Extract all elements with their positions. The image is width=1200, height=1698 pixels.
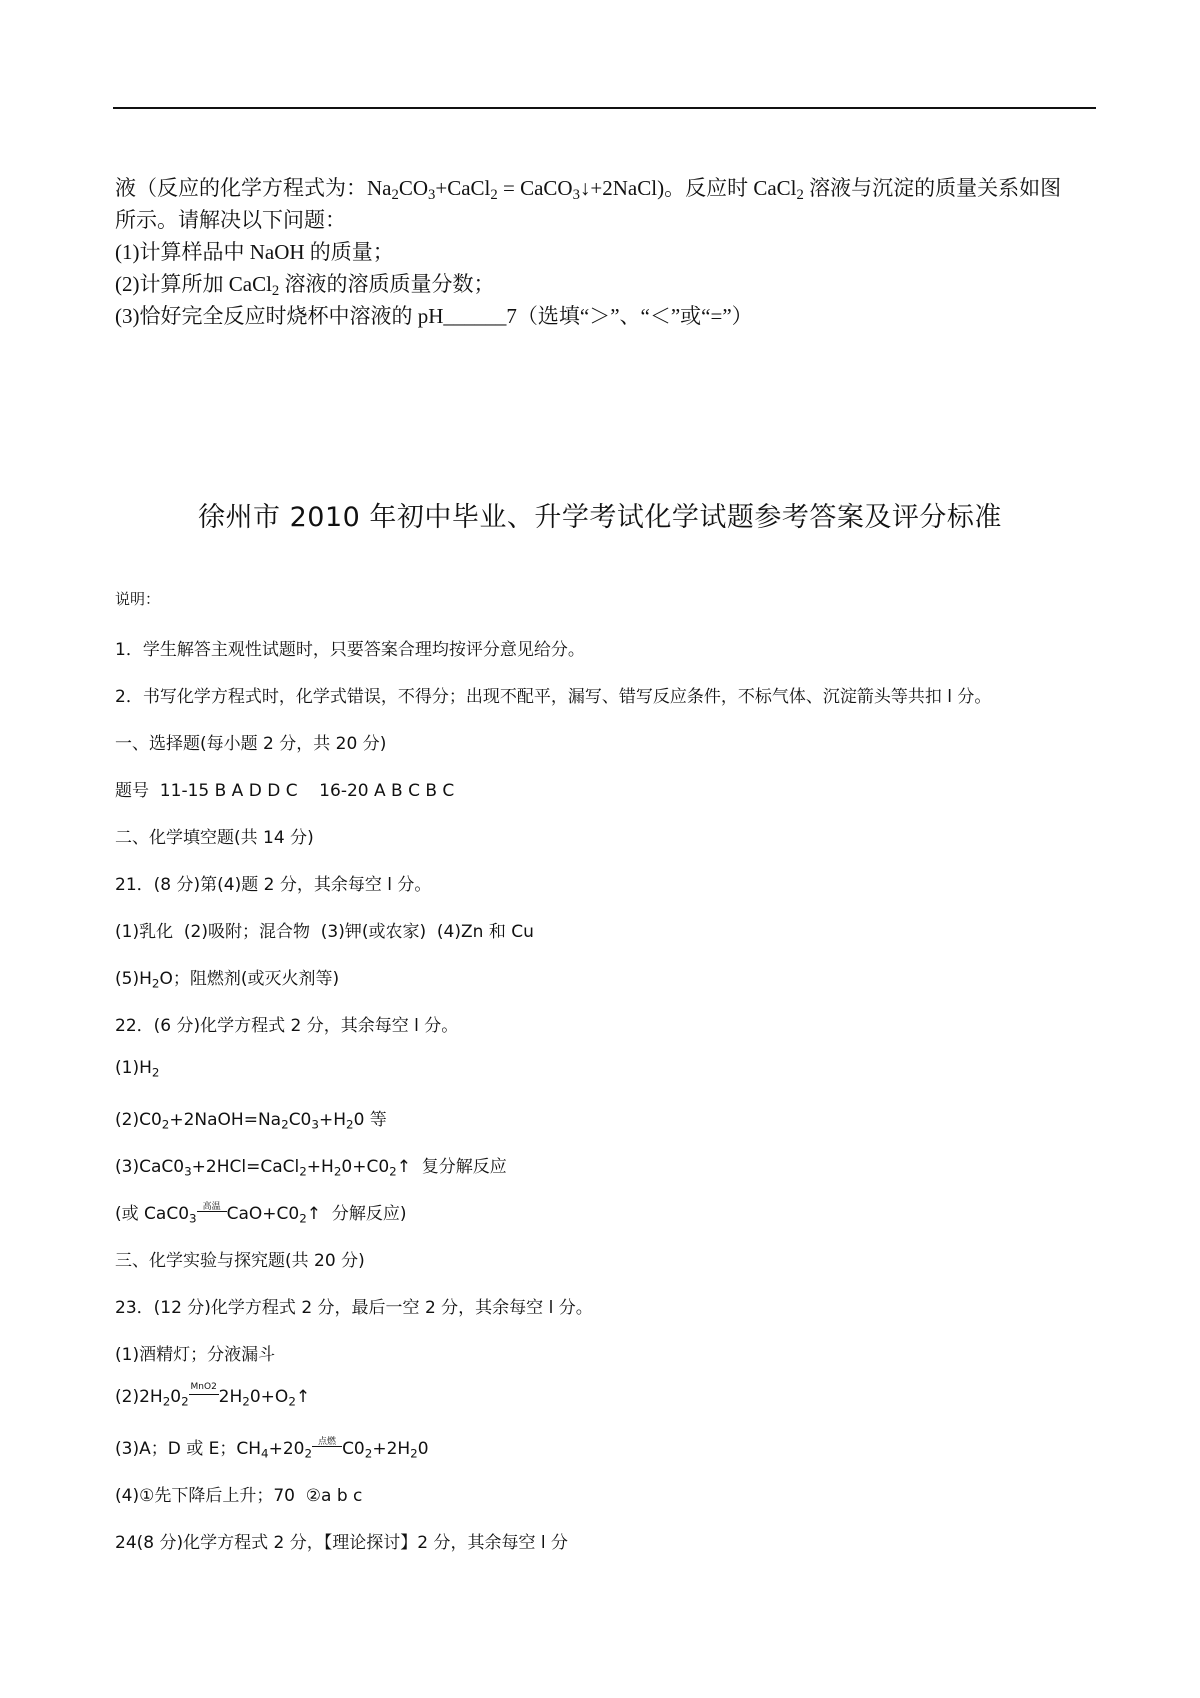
q23-answer-1: (1)酒精灯；分液漏斗 xyxy=(115,1345,276,1365)
page-title: 徐州市 2010 年初中毕业、升学考试化学试题参考答案及评分标准 xyxy=(198,502,1002,533)
question-continuation xyxy=(115,172,1095,332)
intro-line-4: (2)计算所加 CaCl$_2$ 溶液的溶质质量分数； xyxy=(115,272,495,300)
q22-scoring: 22．(6 分)化学方程式 2 分，其余每空 l 分。 xyxy=(115,1016,459,1036)
header-rule xyxy=(113,107,1096,109)
explain-label: 说明： xyxy=(115,590,161,608)
q22-answer-1: $(1)H_2$ xyxy=(115,1058,160,1080)
q21-answers-2: $(5)H_2O$；阻燃剂(或灭火剂等) xyxy=(115,969,340,991)
intro-line-1: 液（反应的化学方程式为：$Na_2CO_3+CaCl_2$ = CaCO$_3$↓+2NaCl)。反应时 CaCl$_2$ 溶液与沉淀的质量关系如图 xyxy=(115,176,1062,204)
q22-answer-3: $(3)CaC0_3+2HCl=CaCl_2+H_20+C0_2↑$ 复分解反应 xyxy=(115,1157,507,1179)
note-1: 1．学生解答主观性试题时，只要答案合理均按评分意见给分。 xyxy=(115,640,585,660)
section-2-heading: 二、化学填空题(共 14 分) xyxy=(115,828,314,848)
q24-scoring: 24(8 分)化学方程式 2 分，【理论探讨】2 分，其余每空 l 分 xyxy=(115,1533,568,1553)
q22-answer-4: (或 $CaC0_3$ 高温 $CaO+C0_2↑$ 分解反应) xyxy=(115,1201,407,1226)
reaction-condition-arrow: 点燃 xyxy=(312,1446,342,1454)
q23-answer-2: $(2)2H_20_2$ MnO2 $2H_20+O_2↑$ xyxy=(115,1382,311,1409)
reaction-condition-arrow: 高温 xyxy=(197,1211,227,1219)
q23-answer-3: (3)A；D 或 E；$CH_4+20_2$ 点燃 $C0_2+2H_20$ xyxy=(115,1436,429,1461)
intro-line-5: (3)恰好完全反应时烧杯中溶液的 pH______7（选填“＞”、“＜”或“=”） xyxy=(115,304,753,328)
section-1-answers: 题号 11-15 B A D D C 16-20 A B C B C xyxy=(115,781,455,801)
q21-scoring: 21．(8 分)第(4)题 2 分，其余每空 l 分。 xyxy=(115,875,432,895)
section-3-heading: 三、化学实验与探究题(共 20 分) xyxy=(115,1251,365,1271)
intro-line-2: 所示。请解决以下问题： xyxy=(115,208,346,232)
q23-answer-4: (4)①先下降后上升；70 ②a b c xyxy=(115,1486,363,1506)
q21-answers-1: (1)乳化 (2)吸附；混合物 (3)钾(或农家) (4)Zn 和 Cu xyxy=(115,922,534,942)
intro-line-3: (1)计算样品中 NaOH 的质量； xyxy=(115,240,394,264)
note-2: 2．书写化学方程式时，化学式错误，不得分；出现不配平，漏写、错写反应条件，不标气体、沉淀箭头等共扣 l 分。 xyxy=(115,687,992,707)
section-1-heading: 一、选择题(每小题 2 分，共 20 分) xyxy=(115,734,387,754)
q23-scoring: 23．(12 分)化学方程式 2 分，最后一空 2 分，其余每空 l 分。 xyxy=(115,1298,593,1318)
q22-answer-2: $(2)C0_2+2NaOH=Na_2C0_3+H_20$ 等 xyxy=(115,1110,387,1132)
reaction-condition-arrow: MnO2 xyxy=(189,1394,219,1402)
